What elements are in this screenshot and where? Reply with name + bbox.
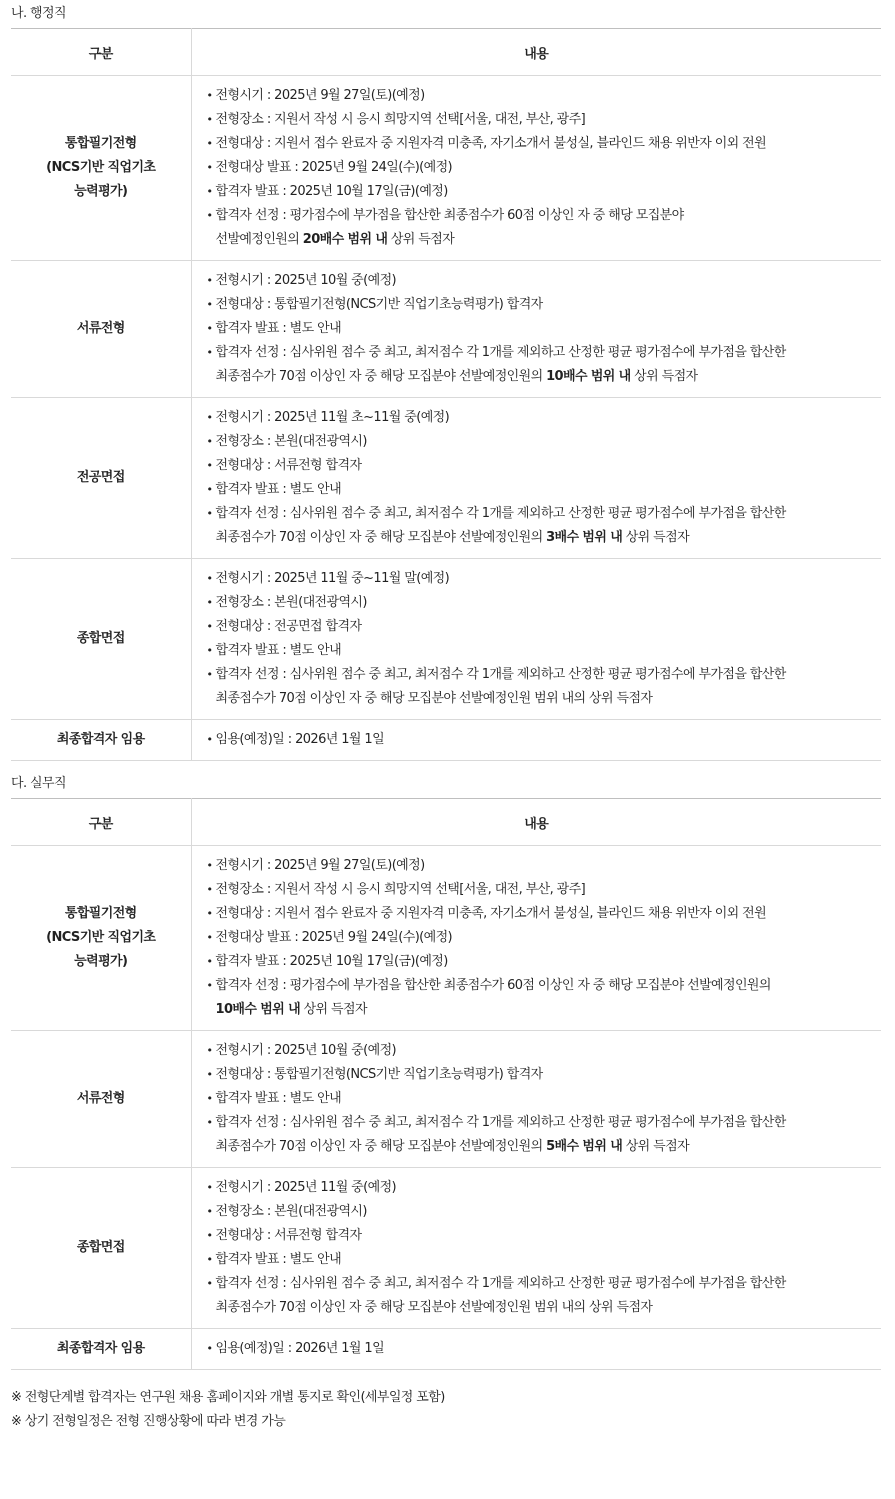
schedule-table-admin xyxy=(11,28,881,761)
list-item: • 합격자 발표 : 별도 안내 xyxy=(207,478,882,502)
row-content xyxy=(191,76,881,261)
list-item: • 전형시기 : 2025년 10월 중(예정) xyxy=(207,269,882,293)
row-label-line: 능력평가) xyxy=(74,954,128,969)
header-content: 내용 xyxy=(191,799,881,846)
footnote: ※ 상기 전형일정은 전형 진행상황에 따라 변경 가능 xyxy=(11,1414,286,1429)
row-content xyxy=(191,846,881,1031)
list-item: • 전형대상 : 지원서 접수 완료자 중 지원자격 미충족, 자기소개서 불성실, 블라인드 채용 위반자 이외 전원 xyxy=(207,902,882,926)
list-item: • 합격자 선정 : 평가점수에 부가점을 합산한 최종점수가 60점 이상인 자 중 해당 모집분야 선발예정인원의 20배수 범위 내 상위 득점자 xyxy=(207,204,882,252)
list-item: • 전형시기 : 2025년 11월 중~11월 말(예정) xyxy=(207,567,882,591)
list-item: • 임용(예정)일 : 2026년 1월 1일 xyxy=(207,1337,882,1361)
header-category: 구분 xyxy=(11,29,191,76)
row-content xyxy=(191,559,881,720)
list-item: • 전형시기 : 2025년 9월 27일(토)(예정) xyxy=(207,84,882,108)
list-item: • 전형대상 발표 : 2025년 9월 24일(수)(예정) xyxy=(207,926,882,950)
row-label-line: 전공면접 xyxy=(76,470,125,485)
section-title-admin: 나. 행정직 xyxy=(11,6,66,21)
row-label-line: 서류전형 xyxy=(76,1091,125,1106)
list-item: • 합격자 선정 : 심사위원 점수 중 최고, 최저점수 각 1개를 제외하고 산정한 평균 평가점수에 부가점을 합산한 최종점수가 70점 이상인 자 중 해당 모집분야 선발예정인원의 10배수 범위 내 상위 득점자 xyxy=(207,341,882,389)
row-label-line: 종합면접 xyxy=(76,1240,125,1255)
row-label xyxy=(11,398,191,559)
emphasis: 3배수 범위 내 xyxy=(546,530,623,545)
list-item: • 합격자 발표 : 2025년 10월 17일(금)(예정) xyxy=(207,950,882,974)
emphasis: 20배수 범위 내 xyxy=(302,232,388,247)
row-label xyxy=(11,559,191,720)
list-item: • 전형대상 : 지원서 접수 완료자 중 지원자격 미충족, 자기소개서 불성실, 블라인드 채용 위반자 이외 전원 xyxy=(207,132,882,156)
row-label xyxy=(11,261,191,398)
list-item: • 전형대상 : 전공면접 합격자 xyxy=(207,615,882,639)
table-row xyxy=(11,1168,881,1329)
row-label xyxy=(11,1168,191,1329)
row-content xyxy=(191,1031,881,1168)
row-label-line: 최종합격자 임용 xyxy=(56,732,145,747)
row-label-line: 서류전형 xyxy=(76,321,125,336)
page xyxy=(0,2,895,1434)
list-item: • 합격자 발표 : 별도 안내 xyxy=(207,1248,882,1272)
list-item: • 전형장소 : 본원(대전광역시) xyxy=(207,591,882,615)
emphasis: 10배수 범위 내 xyxy=(546,369,631,384)
list-item: • 전형시기 : 2025년 10월 중(예정) xyxy=(207,1039,882,1063)
list-item: • 전형대상 : 통합필기전형(NCS기반 직업기초능력평가) 합격자 xyxy=(207,1063,882,1087)
list-item: • 합격자 선정 : 심사위원 점수 중 최고, 최저점수 각 1개를 제외하고 산정한 평균 평가점수에 부가점을 합산한 최종점수가 70점 이상인 자 중 해당 모집분야 선발예정인원의 3배수 범위 내 상위 득점자 xyxy=(207,502,882,550)
table-row xyxy=(11,720,881,761)
section-title-practical: 다. 실무직 xyxy=(11,776,66,791)
list-item: • 합격자 발표 : 별도 안내 xyxy=(207,1087,882,1111)
list-item: • 합격자 발표 : 별도 안내 xyxy=(207,639,882,663)
header-category: 구분 xyxy=(11,799,191,846)
table-row xyxy=(11,846,881,1031)
list-item: • 전형시기 : 2025년 9월 27일(토)(예정) xyxy=(207,854,882,878)
list-item: • 합격자 발표 : 2025년 10월 17일(금)(예정) xyxy=(207,180,882,204)
table-row xyxy=(11,559,881,720)
row-label xyxy=(11,720,191,761)
table-row xyxy=(11,261,881,398)
list-item: • 합격자 발표 : 별도 안내 xyxy=(207,317,882,341)
list-item: • 전형장소 : 지원서 작성 시 응시 희망지역 선택[서울, 대전, 부산, 광주] xyxy=(207,878,882,902)
list-item: • 전형시기 : 2025년 11월 초~11월 중(예정) xyxy=(207,406,882,430)
row-content xyxy=(191,398,881,559)
row-label-line: 종합면접 xyxy=(76,631,125,646)
row-label-line: 능력평가) xyxy=(74,184,128,199)
footnote: ※ 전형단계별 합격자는 연구원 채용 홈페이지와 개별 통지로 확인(세부일정 포함) xyxy=(11,1390,445,1405)
row-content xyxy=(191,1168,881,1329)
row-label xyxy=(11,76,191,261)
footnotes xyxy=(11,1386,881,1434)
list-item: • 합격자 선정 : 심사위원 점수 중 최고, 최저점수 각 1개를 제외하고 산정한 평균 평가점수에 부가점을 합산한 최종점수가 70점 이상인 자 중 해당 모집분야 선발예정인원 범위 내의 상위 득점자 xyxy=(207,663,882,711)
row-label xyxy=(11,846,191,1031)
emphasis: 10배수 범위 내 xyxy=(215,1002,301,1017)
list-item: • 전형대상 : 서류전형 합격자 xyxy=(207,1224,882,1248)
list-item: • 전형시기 : 2025년 11월 중(예정) xyxy=(207,1176,882,1200)
row-label xyxy=(11,1031,191,1168)
header-content: 내용 xyxy=(191,29,881,76)
list-item: • 전형대상 : 서류전형 합격자 xyxy=(207,454,882,478)
row-label-line: 통합필기전형 xyxy=(64,136,137,151)
row-content xyxy=(191,720,881,761)
list-item: • 전형장소 : 본원(대전광역시) xyxy=(207,1200,882,1224)
row-label-line: (NCS기반 직업기초 xyxy=(46,930,156,945)
row-label xyxy=(11,1329,191,1370)
list-item: • 합격자 선정 : 심사위원 점수 중 최고, 최저점수 각 1개를 제외하고 산정한 평균 평가점수에 부가점을 합산한 최종점수가 70점 이상인 자 중 해당 모집분야 선발예정인원의 5배수 범위 내 상위 득점자 xyxy=(207,1111,882,1159)
list-item: • 전형장소 : 본원(대전광역시) xyxy=(207,430,882,454)
table-row xyxy=(11,398,881,559)
list-item: • 합격자 선정 : 평가점수에 부가점을 합산한 최종점수가 60점 이상인 자 중 해당 모집분야 선발예정인원의 10배수 범위 내 상위 득점자 xyxy=(207,974,882,1022)
row-content xyxy=(191,261,881,398)
list-item: • 전형장소 : 지원서 작성 시 응시 희망지역 선택[서울, 대전, 부산, 광주] xyxy=(207,108,882,132)
emphasis: 5배수 범위 내 xyxy=(546,1139,623,1154)
row-label-line: 통합필기전형 xyxy=(64,906,137,921)
list-item: • 합격자 선정 : 심사위원 점수 중 최고, 최저점수 각 1개를 제외하고 산정한 평균 평가점수에 부가점을 합산한 최종점수가 70점 이상인 자 중 해당 모집분야 선발예정인원 범위 내의 상위 득점자 xyxy=(207,1272,882,1320)
schedule-table-practical xyxy=(11,798,881,1370)
list-item: • 임용(예정)일 : 2026년 1월 1일 xyxy=(207,728,882,752)
list-item: • 전형대상 발표 : 2025년 9월 24일(수)(예정) xyxy=(207,156,882,180)
row-label-line: (NCS기반 직업기초 xyxy=(46,160,156,175)
table-row xyxy=(11,76,881,261)
list-item: • 전형대상 : 통합필기전형(NCS기반 직업기초능력평가) 합격자 xyxy=(207,293,882,317)
row-label-line: 최종합격자 임용 xyxy=(56,1341,145,1356)
table-row xyxy=(11,1329,881,1370)
table-row xyxy=(11,1031,881,1168)
row-content xyxy=(191,1329,881,1370)
